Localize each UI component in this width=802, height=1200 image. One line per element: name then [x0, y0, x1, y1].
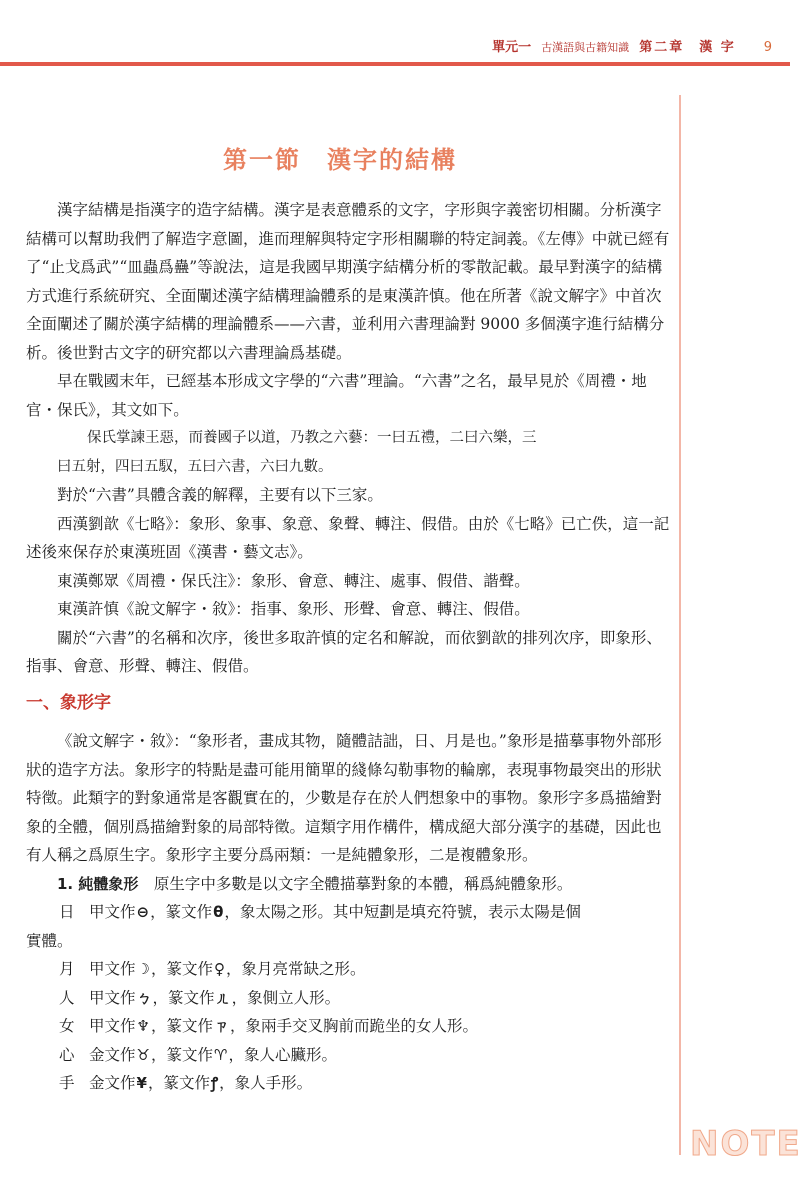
example-explanation: ，象月亮常缺之形。: [225, 960, 366, 978]
header-subtitle: 古漢語與古籍知識: [541, 41, 630, 54]
paragraph: 東漢鄭眾《周禮・保氏注》：象形、會意、轉注、處事、假借、諧聲。: [57, 571, 530, 590]
example-char: 女: [59, 1017, 75, 1035]
paragraph: 漢字結構是指漢字的造字結構。漢字是表意體系的文字，字形與字義密切相關。分析漢字結構可以幫助我們了解造字意圖，進而理解與特定字形相關聯的特定詞義。《左傳》中就已經有了“止戈爲武”“皿蟲爲蠱”等說法，這是我國早期漢字結構分析的零散記載。最早對漢字的結構方式進行系統研究、全面闡述漢字結構理論體系的是東漢許慎。他在所著《說文解字》中首次全面闡述了關於漢字結構的理論體系——六書，並利用六書理論對 9000 多個漢字進行結構分析。後世對古文字的研究都以六書理論爲基礎。: [26, 201, 670, 362]
example-script-label: 甲文作: [89, 1017, 136, 1035]
example-script-label: ，篆文作: [152, 988, 215, 1007]
ancient-glyph-icon: ♆: [136, 1017, 150, 1035]
example-script-label: 甲文作: [89, 903, 136, 921]
page-number: 9: [763, 40, 772, 55]
paragraph: 早在戰國末年，已經基本形成文字學的“六書”理論。“六書”之名，最早見於《周禮・地官・保氏》，其文如下。: [26, 372, 647, 419]
example-script-label: 甲文作: [89, 960, 136, 978]
ancient-glyph-icon: ☽: [136, 960, 150, 978]
paragraph: 西漢劉歆《七略》：象形、象事、象意、象聲、轉注、假借。由於《七略》已亡佚，這一記述後來保存於東漢班固《漢書・藝文志》。: [26, 514, 670, 561]
example-desc: [89, 955, 366, 984]
note-watermark: NOTE: [690, 1124, 802, 1164]
char-example-row: [26, 955, 670, 984]
example-explanation: ，象兩手交叉胸前而跪坐的女人形。: [230, 1017, 479, 1035]
paragraph: 對於“六書”具體含義的解釋，主要有以下三家。: [57, 486, 383, 504]
subsection: [26, 870, 670, 899]
example-script-label: ，篆文作: [147, 1074, 210, 1092]
body-text: [26, 196, 670, 1098]
ancient-glyph-icon: ¥: [136, 1074, 147, 1092]
seal-glyph-icon: ♀: [213, 960, 225, 978]
example-continuation: 實體。: [26, 931, 73, 950]
example-desc: [89, 1069, 312, 1098]
subsection-text: 原生字中多數是以文字全體描摹對象的本體，稱爲純體象形。: [153, 874, 573, 893]
example-script-label: 金文作: [89, 1074, 136, 1092]
char-example-row: [26, 1012, 670, 1041]
seal-glyph-icon: ꝭ: [210, 1074, 219, 1092]
header-rule: [0, 62, 790, 66]
example-desc: [89, 898, 581, 927]
char-example-row: [26, 984, 670, 1013]
header-unit: 單元一: [492, 40, 532, 55]
section-heading: 一、象形字: [26, 692, 111, 713]
seal-glyph-icon: θ: [213, 903, 224, 921]
paragraph: 關於“六書”的名稱和次序，後世多取許慎的定名和解說，而依劉歆的排列次序，即象形、指事、會意、形聲、轉注、假借。: [26, 628, 662, 675]
subsection-label: 1. 純體象形: [57, 874, 139, 893]
example-script-label: ，篆文作: [150, 960, 213, 978]
example-script-label: 甲文作: [89, 988, 136, 1007]
seal-glyph-icon: ㄗ: [213, 1017, 229, 1035]
example-script-label: ，篆文作: [150, 1045, 213, 1064]
running-header: [492, 36, 772, 56]
paragraph: 《說文解字・敘》：“象形者，畫成其物，隨體詰詘，日、月是也。”象形是描摹事物外部形狀的造字方法。象形字的特點是盡可能用簡單的綫條勾勒事物的輪廓，表現事物最突出的形狀特徵。此類字的對象通常是客觀實在的，少數是存在於人們想象中的事物。象形字多爲描繪對象的全體，個別爲描繪對象的局部特徵。這類字用作構件，構成絕大部分漢字的基礎，因此也有人稱之爲原生字。象形字主要分爲兩類：一是純體象形，二是複體象形。: [26, 732, 662, 864]
example-char: 月: [59, 960, 75, 978]
margin-line: [679, 95, 681, 1155]
header-chapter: 第二章 漢 字: [639, 40, 736, 55]
paragraph: 東漢許慎《說文解字・敘》：指事、象形、形聲、會意、轉注、假借。: [57, 600, 530, 618]
example-desc: [89, 1012, 478, 1041]
example-explanation: ，象太陽之形。其中短劃是填充符號，表示太陽是個: [224, 903, 581, 921]
ancient-glyph-icon: ♉: [136, 1045, 150, 1064]
char-example-row: [26, 1041, 670, 1070]
example-char: 心: [59, 1045, 75, 1064]
example-explanation: ，象人心臟形。: [228, 1045, 337, 1064]
seal-glyph-icon: ㄦ: [215, 988, 231, 1007]
section-title: 第一節 漢字的結構: [223, 146, 457, 174]
example-script-label: 金文作: [89, 1045, 136, 1064]
quotation-line: 曰五射，四曰五馭，五曰六書，六曰九數。: [57, 458, 333, 475]
example-script-label: ，篆文作: [150, 1017, 213, 1035]
seal-glyph-icon: ♈: [213, 1045, 228, 1064]
example-desc: [89, 1041, 337, 1070]
example-explanation: ，象側立人形。: [231, 988, 341, 1007]
example-char: 人: [59, 988, 75, 1007]
ancient-glyph-icon: ⊖: [136, 903, 150, 921]
example-desc: [89, 984, 340, 1013]
example-script-label: ，篆文作: [150, 903, 213, 921]
char-example-row: [26, 1069, 670, 1098]
quotation-line: 保氏掌諫王惡，而養國子以道，乃教之六藝：一曰五禮，二曰六樂，三: [87, 430, 537, 446]
example-char: 日: [59, 903, 75, 921]
char-example-row: [26, 898, 670, 927]
ancient-glyph-icon: ㄅ: [136, 988, 152, 1007]
example-explanation: ，象人手形。: [219, 1074, 313, 1092]
example-char: 手: [59, 1074, 75, 1092]
